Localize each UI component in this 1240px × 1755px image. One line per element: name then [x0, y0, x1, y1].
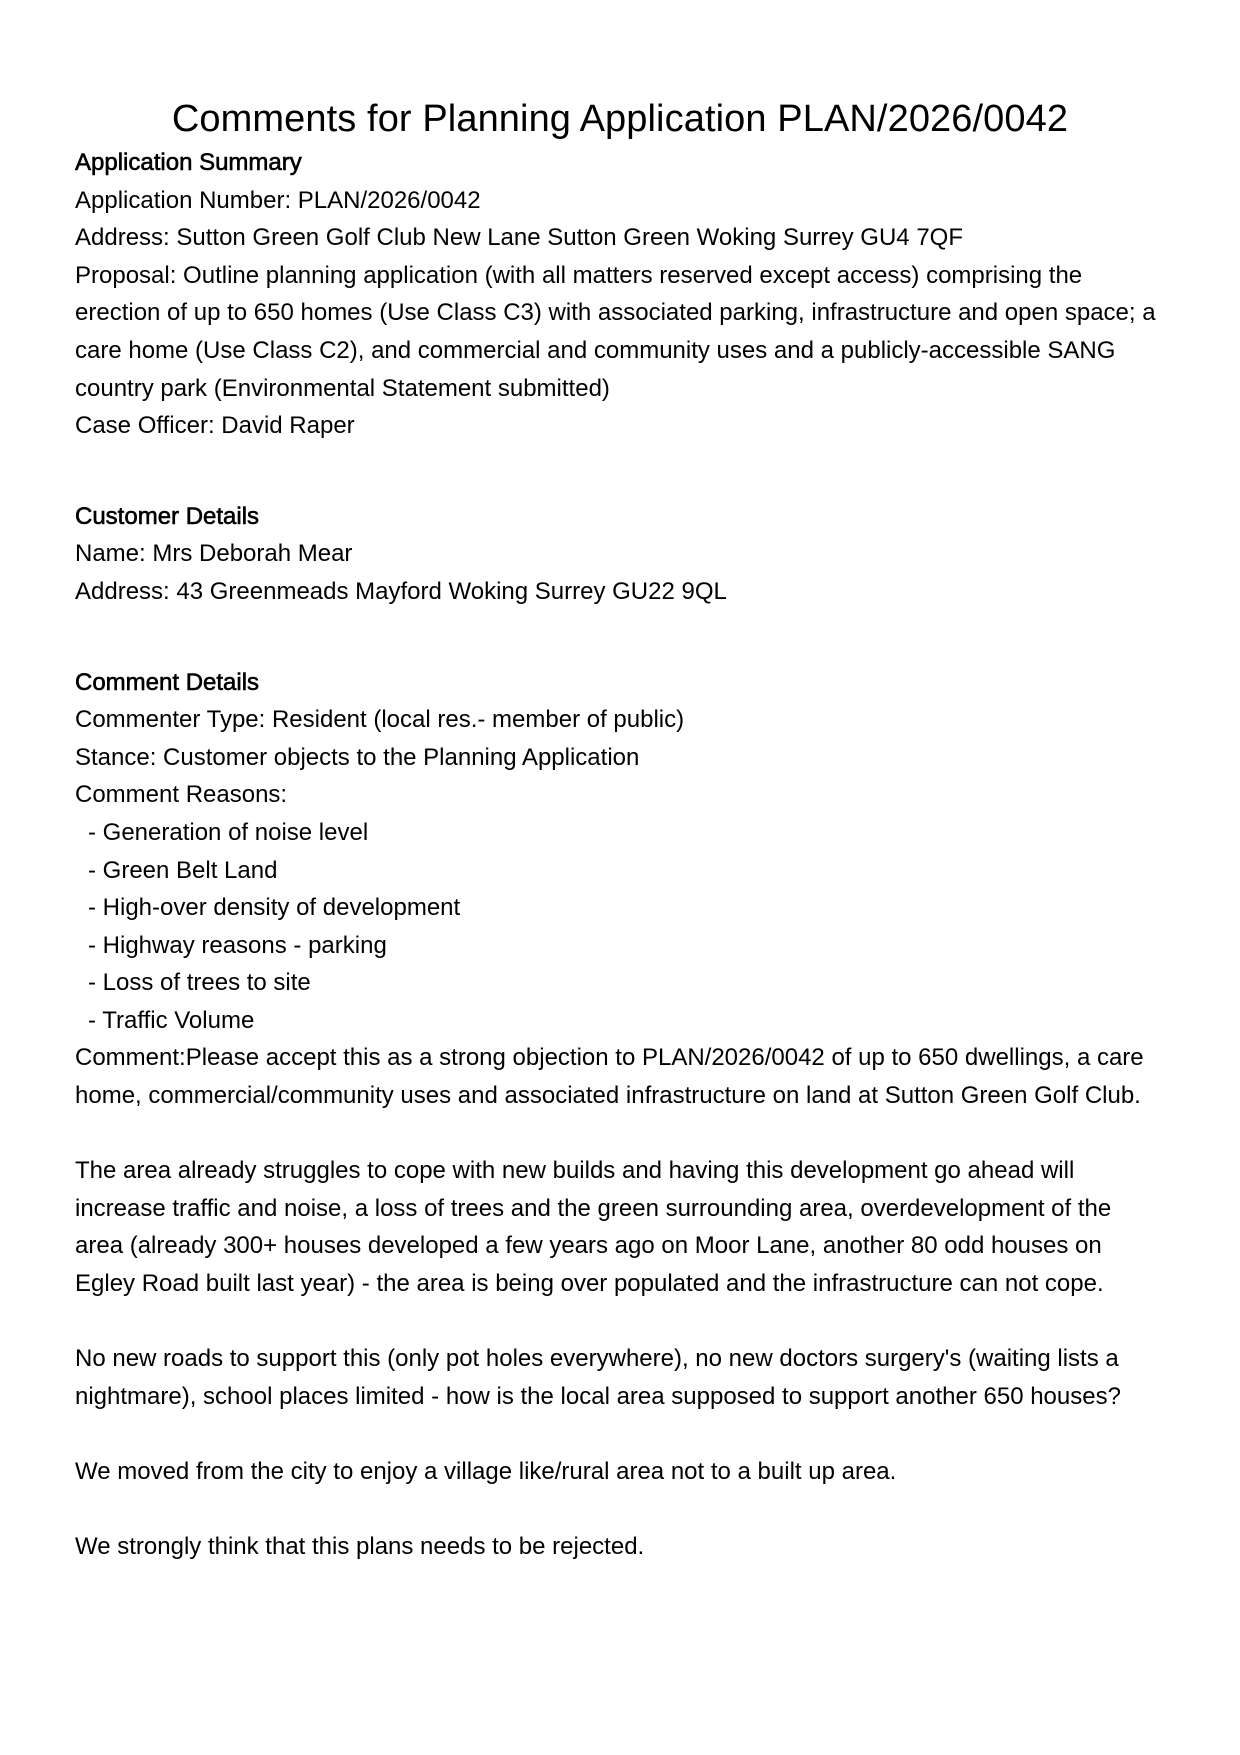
comment-reason-item: - Green Belt Land: [88, 856, 278, 884]
comment-reason-item: - Loss of trees to site: [88, 969, 311, 997]
customer-details-heading: Customer Details: [75, 502, 260, 530]
comment-details-heading: Comment Details: [75, 668, 260, 696]
paragraph-gap: [75, 1415, 1165, 1453]
comment-reason-item: - High-over density of development: [88, 894, 461, 922]
application-proposal: Proposal: Outline planning application (with all matters reserved except access) comprising the erection of up to 650 homes (Use Class C3) with associated parking, infrastructure and open space; a care home (Use Class C2), and commercial and community uses and a publicly-accessible SANG country park (Environmental Statement submitted): [75, 261, 1156, 402]
customer-details-section: [75, 498, 1165, 611]
comment-paragraph: We moved from the city to enjoy a village like/rural area not to a built up area.: [75, 1458, 897, 1485]
paragraph-gap: [75, 1491, 1165, 1529]
application-address: Address: Sutton Green Golf Club New Lane Sutton Green Woking Surrey GU4 7QF: [75, 224, 963, 252]
comment-reason-item: - Traffic Volume: [88, 1006, 255, 1034]
comment-reasons-label: Comment Reasons:: [75, 781, 288, 809]
stance: Stance: Customer objects to the Planning Application: [75, 743, 640, 771]
application-summary-heading: Application Summary: [75, 149, 302, 176]
customer-address: Address: 43 Greenmeads Mayford Woking Surrey GU22 9QL: [75, 577, 727, 605]
comment-paragraph: The area already struggles to cope with new builds and having this development go ahead will increase traffic and noise, a loss of trees and the green surrounding area, overdevelopment of the area (already 300+ houses developed a few years ago on Moor Lane, another 80 odd houses on Egley Road built last year) - the area is being over populated and the infrastructure can not cope.: [75, 1157, 1112, 1298]
comment-paragraph: We strongly think that this plans needs to be rejected.: [75, 1533, 645, 1561]
application-summary-section: [75, 144, 1165, 445]
comment-paragraph: No new roads to support this (only pot holes everywhere), no new doctors surgery's (waiting lists a nightmare), school places limited - how is the local area supposed to support another 650 houses?: [75, 1345, 1121, 1410]
paragraph-gap: [75, 1303, 1165, 1341]
comment-text: Comment:Please accept this as a strong objection to PLAN/2026/0042 of up to 650 dwellings, a care home, commercial/community uses and associated infrastructure on land at Sutton Green Golf Club.: [75, 1044, 1144, 1110]
comment-reason-item: - Generation of noise level: [88, 818, 369, 846]
paragraph-gap: [75, 1115, 1165, 1153]
application-number: Application Number: PLAN/2026/0042: [75, 186, 481, 214]
comment-details-section: [75, 664, 1165, 1566]
page-title: Comments for Planning Application PLAN/2026/0042: [171, 98, 1069, 140]
case-officer: Case Officer: David Raper: [75, 412, 355, 440]
comment-reason-item: - Highway reasons - parking: [88, 931, 387, 959]
customer-name: Name: Mrs Deborah Mear: [75, 540, 353, 568]
commenter-type: Commenter Type: Resident (local res.- member of public): [75, 706, 685, 734]
